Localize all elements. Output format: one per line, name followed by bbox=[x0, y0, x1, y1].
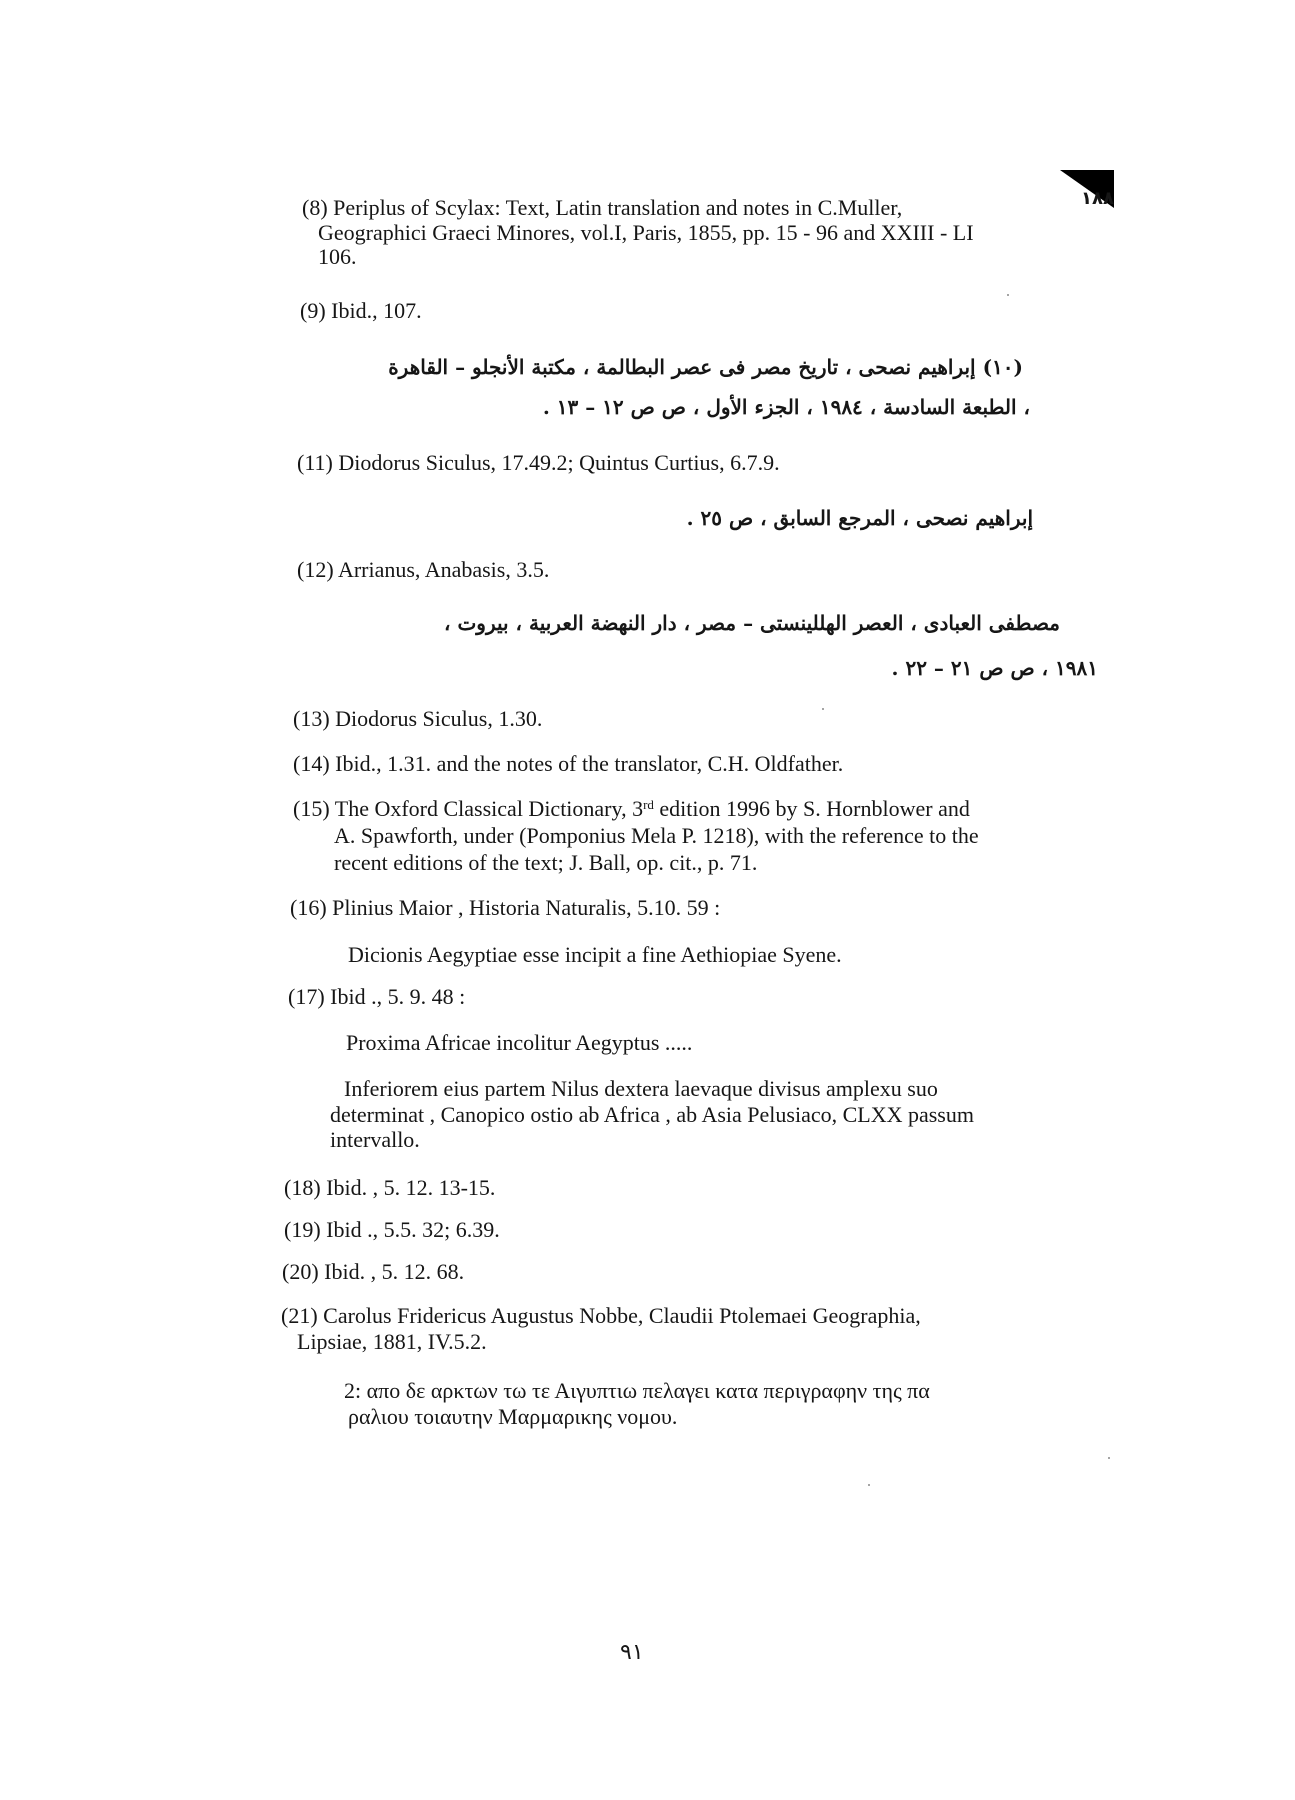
footnote-8-line-1: (8) Periplus of Scylax: Text, Latin translation and notes in C.Muller, bbox=[302, 195, 903, 220]
scan-speck bbox=[868, 1484, 870, 1486]
footnote-12: (12) Arrianus, Anabasis, 3.5. bbox=[297, 557, 550, 582]
footnote-17-quote-2-line-1: Inferiorem eius partem Nilus dextera laevaque divisus amplexu suo bbox=[344, 1076, 938, 1101]
footnote-15-text-a: (15) The Oxford Classical Dictionary, 3 bbox=[293, 796, 644, 821]
footnote-15-line-1 bbox=[293, 796, 970, 822]
scan-speck bbox=[822, 708, 824, 710]
footnote-9: (9) Ibid., 107. bbox=[300, 298, 422, 323]
footnote-16: (16) Plinius Maior , Historia Naturalis, 5.10. 59 : bbox=[290, 895, 721, 920]
page-number: ٩١ bbox=[620, 1640, 644, 1665]
scan-speck bbox=[1007, 294, 1009, 296]
footnote-11: (11) Diodorus Siculus, 17.49.2; Quintus Curtius, 6.7.9. bbox=[297, 450, 780, 475]
footnote-10-line-1: (١٠) إبراهيم نصحى ، تاريخ مصر فى عصر البطالمة ، مكتبة الأنجلو – القاهرة bbox=[388, 355, 1023, 379]
footnote-14: (14) Ibid., 1.31. and the notes of the translator, C.H. Oldfather. bbox=[293, 751, 844, 776]
footnote-17-quote-2-line-2: determinat , Canopico ostio ab Africa , ab Asia Pelusiaco, CLXX passum bbox=[330, 1102, 974, 1127]
footnote-17-quote-1: Proxima Africae incolitur Aegyptus ..... bbox=[346, 1030, 693, 1055]
corner-page-marker bbox=[1060, 170, 1114, 216]
footnote-19: (19) Ibid ., 5.5. 32; 6.39. bbox=[284, 1217, 500, 1242]
footnote-15-superscript: rd bbox=[643, 797, 654, 812]
footnote-21-greek-line-2: ραλιου τοιαυτην Μαρμαρικης νομου. bbox=[348, 1404, 678, 1429]
footnote-18: (18) Ibid. , 5. 12. 13-15. bbox=[284, 1175, 496, 1200]
footnote-15-line-3: recent editions of the text; J. Ball, op. cit., p. 71. bbox=[334, 850, 758, 875]
footnote-17: (17) Ibid ., 5. 9. 48 : bbox=[288, 984, 466, 1009]
footnote-8-line-3: 106. bbox=[318, 244, 357, 269]
footnote-13: (13) Diodorus Siculus, 1.30. bbox=[293, 706, 543, 731]
footnote-21-line-2: Lipsiae, 1881, IV.5.2. bbox=[297, 1329, 487, 1354]
footnote-12-arabic-line-2: ١٩٨١ ، ص ص ٢١ – ٢٢ . bbox=[891, 656, 1098, 680]
footnote-8-line-2: Geographici Graeci Minores, vol.I, Paris, 1855, pp. 15 - 96 and XXIII - LI bbox=[318, 220, 974, 245]
footnote-20: (20) Ibid. , 5. 12. 68. bbox=[282, 1259, 465, 1284]
scan-speck bbox=[1108, 1457, 1110, 1459]
footnote-16-quote: Dicionis Aegyptiae esse incipit a fine Aethiopiae Syene. bbox=[348, 942, 842, 967]
footnote-21-greek-line-1: 2: απο δε αρκτων τω τε Αιγυπτιω πελαγει κατα περιγραφην της πα bbox=[344, 1378, 930, 1403]
footnote-21-line-1: (21) Carolus Fridericus Augustus Nobbe, Claudii Ptolemaei Geographia, bbox=[281, 1303, 921, 1328]
footnote-12-arabic-line-1: مصطفى العبادى ، العصر الهللينستى – مصر ، دار النهضة العربية ، بيروت ، bbox=[444, 611, 1060, 635]
footnote-10-line-2: ، الطبعة السادسة ، ١٩٨٤ ، الجزء الأول ، ص ص ١٢ – ١٣ . bbox=[542, 395, 1030, 419]
footnote-15-text-b: edition 1996 by S. Hornblower and bbox=[653, 796, 970, 821]
footnote-11-arabic: إبراهيم نصحى ، المرجع السابق ، ص ٢٥ . bbox=[686, 506, 1033, 530]
footnote-15-line-2: A. Spawforth, under (Pomponius Mela P. 1218), with the reference to the bbox=[334, 823, 979, 848]
corner-page-number: ١٨٨ bbox=[1081, 188, 1114, 209]
footnote-17-quote-2-line-3: intervallo. bbox=[330, 1127, 420, 1152]
